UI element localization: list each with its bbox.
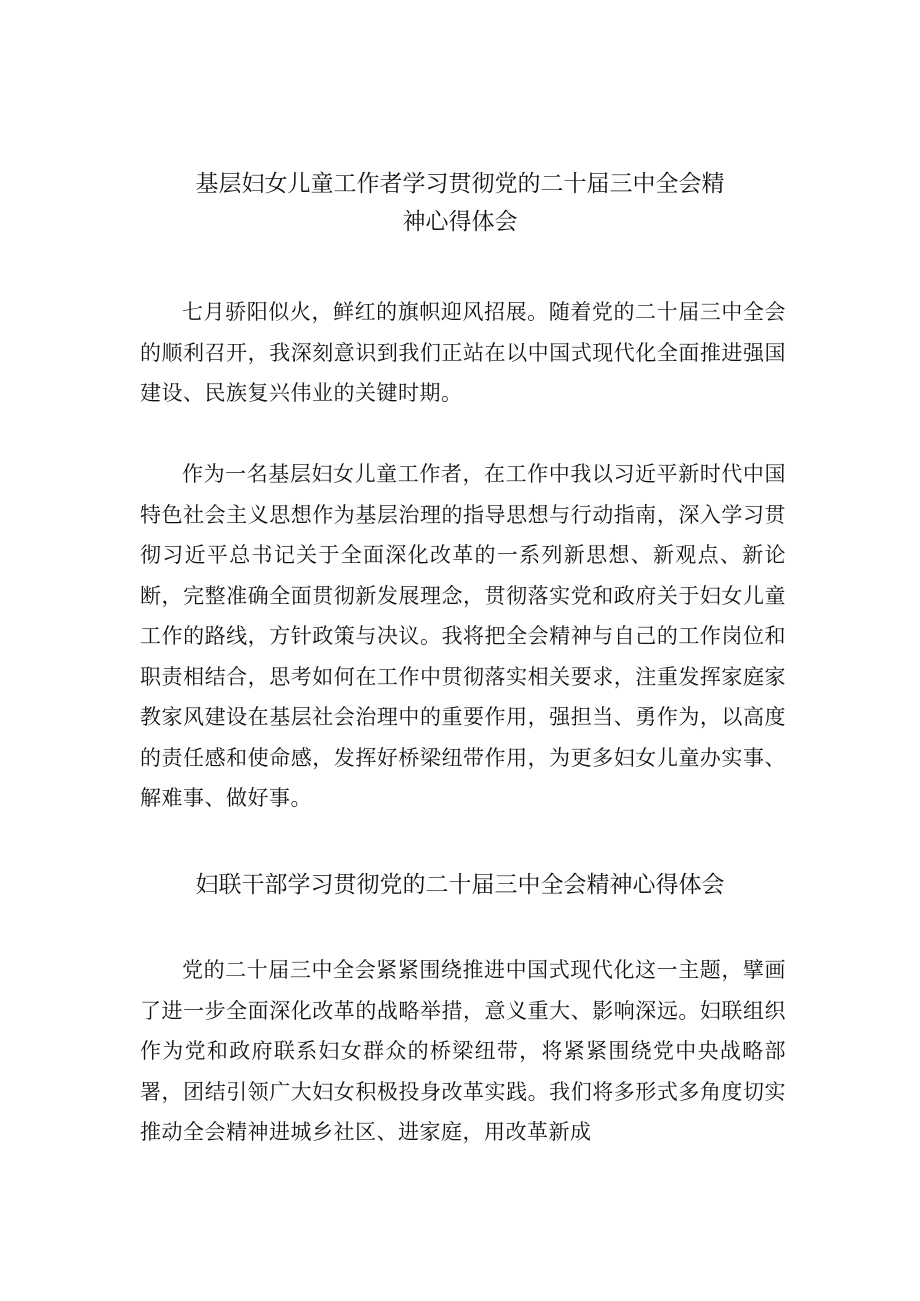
article1-paragraph1: 七月骄阳似火，鲜红的旗帜迎风招展。随着党的二十届三中全会的顺利召开，我深刻意识到我们正站在以中国式现代化全面推进强国建设、民族复兴伟业的关键时期。 <box>140 300 786 405</box>
article1-title-line1: 基层妇女儿童工作者学习贯彻党的二十届三中全会精 <box>195 171 725 197</box>
article1-title-line2: 神心得体会 <box>402 209 518 235</box>
article2-title <box>120 866 800 904</box>
article2-title-text: 妇联干部学习贯彻党的二十届三中全会精神心得体会 <box>195 872 725 898</box>
article2-paragraph1: 党的二十届三中全会紧紧围绕推进中国式现代化这一主题，擘画了进一步全面深化改革的战略举措，意义重大、影响深远。妇联组织作为党和政府联系妇女群众的桥梁纽带，将紧紧围绕党中央战略部署，团结引领广大妇女积极投身改革实践。我们将多形式多角度切实推动全会精神进城乡社区、进家庭，用改革新成 <box>140 958 786 1144</box>
article1-title <box>120 165 800 241</box>
article1-paragraph2: 作为一名基层妇女儿童工作者，在工作中我以习近平新时代中国特色社会主义思想作为基层治理的指导思想与行动指南，深入学习贯彻习近平总书记关于全面深化改革的一系列新思想、新观点、新论断，完整准确全面贯彻新发展理念，贯彻落实党和政府关于妇女儿童工作的路线，方针政策与决议。我将把全会精神与自己的工作岗位和职责相结合，思考如何在工作中贯彻落实相关要求，注重发挥家庭家教家风建设在基层社会治理中的重要作用，强担当、勇作为，以高度的责任感和使命感，发挥好桥梁纽带作用，为更多妇女儿童办实事、解难事、做好事。 <box>140 462 786 810</box>
